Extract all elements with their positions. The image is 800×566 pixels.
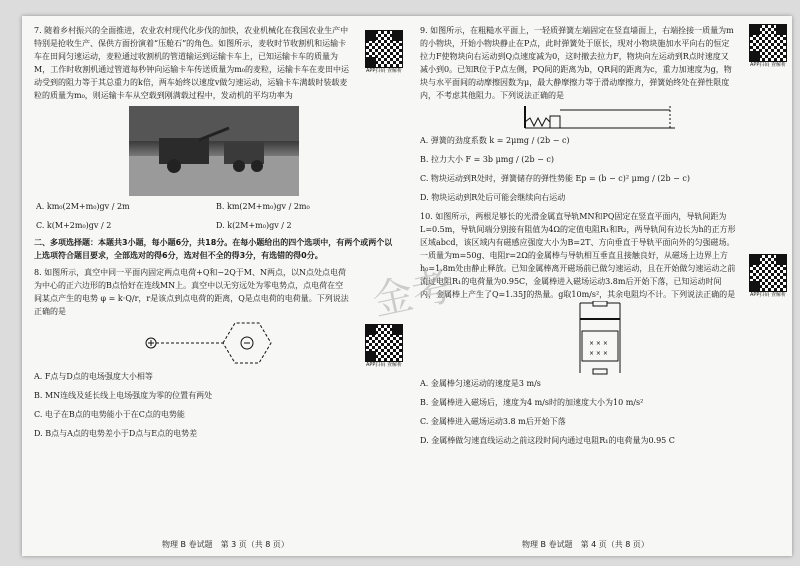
svg-text:× × ×: × × × — [589, 340, 608, 347]
harvester-photo — [129, 106, 299, 196]
q7-option-d[interactable]: D. k(2M+m₀)gv / 2 — [216, 221, 292, 230]
question-10-options — [420, 377, 780, 447]
question-8-text: 8. 如图所示，真空中同一平面内固定两点电荷+Q和−2Q于M、N两点，以N点处点电荷为中心的正六边形的B点恰好在连线MN上。真空中以无穷远处为零电势点，点电荷在空间某点产生的电势 φ = k·Q/r，r是该点到点电荷的距离，Q是点电荷的电荷量。下列说法正确的是 — [34, 268, 349, 316]
qr-code-q10[interactable] — [748, 254, 788, 298]
q8-option-c[interactable]: C. 电子在B点的电势能小于在C点的电势能 — [34, 410, 185, 419]
q7-option-b[interactable]: B. km(2M+m₀)gv / 2m₀ — [216, 202, 310, 211]
q10-option-d[interactable]: D. 金属棒做匀速直线运动之前这段时间内通过电阻R₁的电荷量为0.95 C — [420, 436, 675, 445]
qr-code-icon — [749, 254, 787, 292]
qr-caption: APP扫码 查解析 — [749, 292, 787, 298]
q8-option-a[interactable]: A. F点与D点的电场强度大小相等 — [34, 372, 153, 381]
q10-option-b[interactable]: B. 金属棒进入磁场后，速度为4 m/s时的加速度大小为10 m/s² — [420, 398, 644, 407]
q9-option-a[interactable]: A. 弹簧的劲度系数 k = 2μmg / (2b − c) — [420, 136, 570, 145]
question-10 — [420, 210, 780, 447]
qr-code-icon — [749, 24, 787, 62]
q9-option-d[interactable]: D. 物块运动到R处后可能会继续向右运动 — [420, 193, 566, 202]
svg-text:× × ×: × × × — [589, 350, 608, 357]
qr-code-q7[interactable] — [364, 30, 404, 74]
q7-option-c[interactable]: C. k(M+2m₀)gv / 2 — [36, 221, 112, 230]
qr-caption: APP扫码 查解析 — [365, 68, 403, 74]
q10-option-c[interactable]: C. 金属棒进入磁场运动3.8 m后开始下落 — [420, 417, 566, 426]
question-8 — [34, 266, 394, 440]
spring-block-diagram — [520, 102, 680, 132]
left-page — [34, 24, 394, 524]
q9-option-c[interactable]: C. 物块运动到R处时，弹簧储存的弹性势能 Ep = (b − c)² μmg / (2b − c) — [420, 174, 691, 183]
question-7 — [34, 24, 394, 232]
q8-option-d[interactable]: D. B点与A点的电势差小于D点与E点的电势差 — [34, 429, 198, 438]
rail-magnetic-field-diagram — [565, 301, 635, 375]
question-10-text: 10. 如图所示，两根足够长的光滑金属直导轨MN和PQ固定在竖直平面内，导轨间距为L=0.5m，导轨间端分别接有阻值为4Ω的定值电阻R₁和R₂，两导轨间有边长为h的正方形区域abcd，该区域内有磁感应强度大小为B=2T、方向垂直于导轨平面向外的匀强磁场。一质量为m=50g、电阻r=2Ω的金属棒与导轨相互垂直且接触良好，从磁场上边界上方h₀=1.8m处由静止释放。已知金属棒离开磁场前已做匀速运动，且在开始做匀速运动之前流过电阻R₁的电荷量为0.95C，金属棒进入磁场运动3.8m后开始下落，已知运动时间内，金属棒上产生了Q=1.35J的热量。g取10m/s²，其余电阻均不计。下列说法正确的是 — [420, 212, 736, 299]
question-9 — [420, 24, 780, 204]
q9-option-b[interactable]: B. 拉力大小 F = 3b μmg / (2b − c) — [420, 155, 555, 164]
question-7-text: 7. 随着乡村振兴的全面推进，农业农村现代化步伐的加快，农业机械化在我国农业生产中特别是抢收生产、保供方面扮演着“压舱石”的角色。如图所示，麦收时节收割机和运输卡车在田间匀速运动，麦粒通过收割机的管道输运到运输卡车上，已知运输卡车的质量为M，工作时收割机通过管道每秒钟向运输卡车传送质量为m₀的麦粒，运输卡车在麦田中运动受到的阻力等于其总重力的k倍，两车始终以速度v做匀速运动，运输卡车满载时装载麦粒的质量为m₀，则运输卡车从空载到刚满载过程中，发动机的平均功率为 — [34, 26, 349, 100]
qr-code-icon — [365, 30, 403, 68]
qr-code-q9[interactable] — [748, 24, 788, 68]
qr-caption: APP扫码 查解析 — [749, 62, 787, 68]
exam-sheet — [22, 16, 792, 556]
question-7-options — [34, 200, 394, 232]
right-page — [420, 24, 780, 524]
qr-caption: APP扫码 查解析 — [365, 362, 403, 368]
q8-option-b[interactable]: B. MN连线及延长线上电场强度为零的位置有两处 — [34, 391, 213, 400]
question-9-text: 9. 如图所示，在粗糙水平面上，一轻质弹簧左端固定在竖直墙面上，右端拴接一质量为m的小物块，开始小物块静止在P点，此时弹簧处于原长，现对小物块施加水平向右的恒定拉力F使物块向右运动到Q点速度减为0，这时撤去拉力F，物块向左运动到R点时速度又减小到0。已知R位于P点左侧，PQ间的距离为b，QR间的距离为c，重力加速度为g，物块与水平面间的动摩擦因数为μ，最大静摩擦力等于滑动摩擦力，弹簧始终处在弹性限度内，不考虑其他阻力。下列说法正确的是 — [420, 26, 734, 100]
q10-option-a[interactable]: A. 金属棒匀速运动的速度是3 m/s — [420, 379, 541, 388]
qr-code-icon — [365, 324, 403, 362]
hexagon-charge-diagram — [139, 318, 289, 368]
question-8-options — [34, 370, 394, 440]
qr-code-q8[interactable] — [364, 324, 404, 368]
page-3-footer: 物理 B 卷试题 第 3 页（共 8 页） — [162, 540, 289, 549]
section-2-heading: 二、多项选择题：本题共3小题，每小题6分，共18分。在每小题给出的四个选项中，有两个或两个以上选项符合题目要求，全部选对的得6分，选对但不全的得3分，有选错的得0分。 — [34, 238, 393, 260]
question-9-options — [420, 134, 780, 204]
q7-option-a[interactable]: A. km₀(2M+m₀)gv / 2m — [36, 202, 130, 211]
page-4-footer: 物理 B 卷试题 第 4 页（共 8 页） — [522, 540, 649, 549]
harvester-illustration — [129, 106, 299, 196]
watermark: 金考 — [368, 263, 457, 325]
